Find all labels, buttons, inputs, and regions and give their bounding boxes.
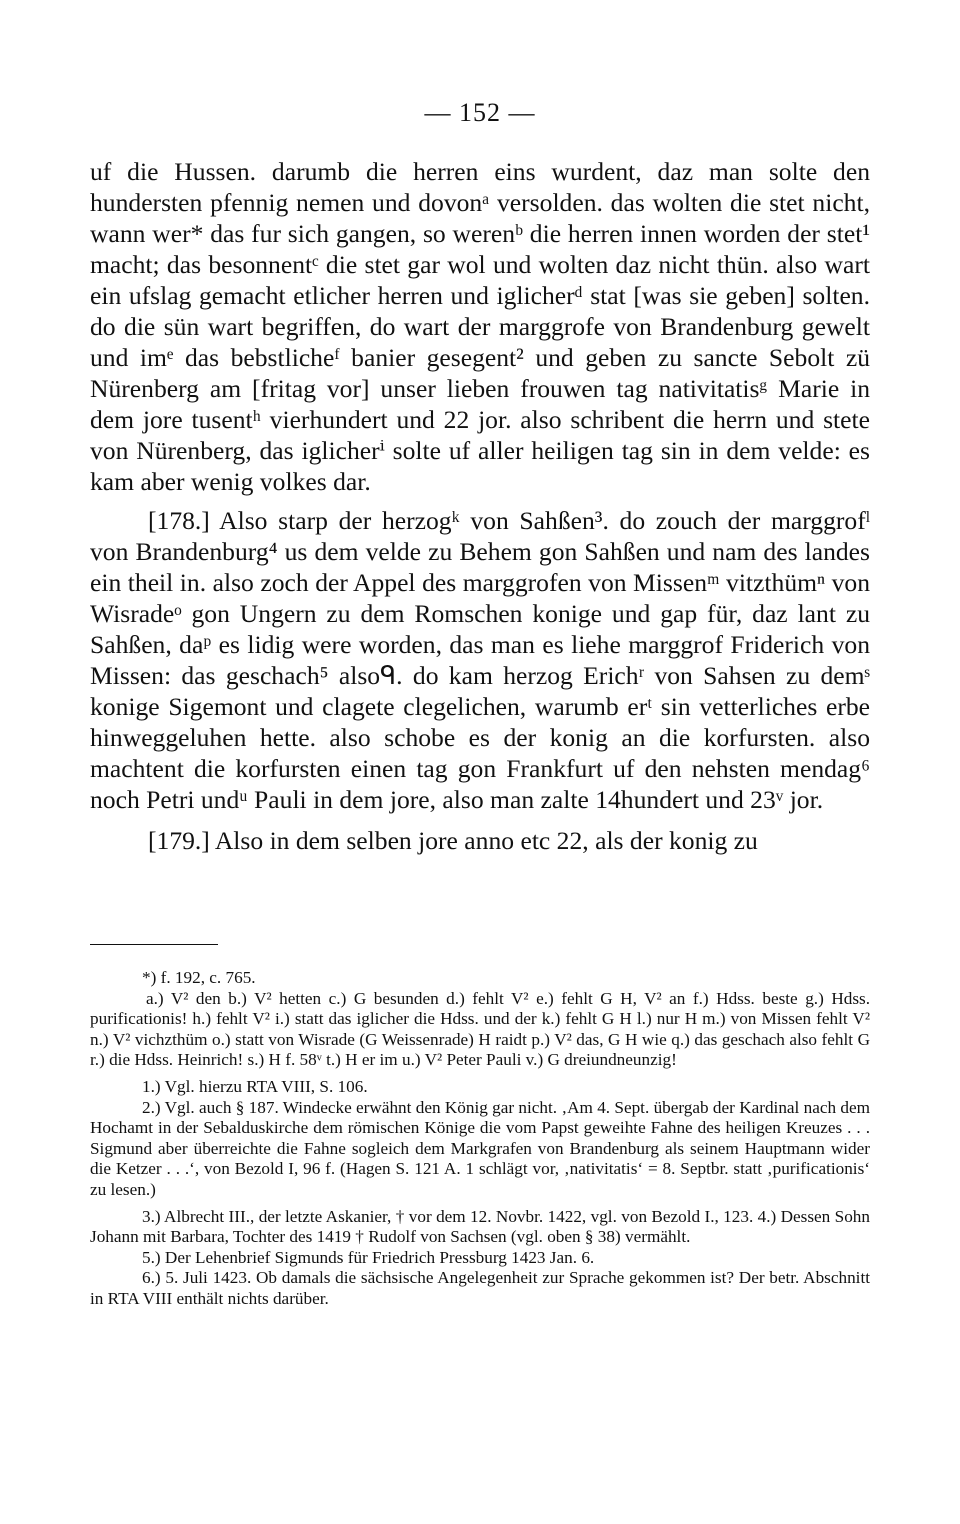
footnotes (90, 968, 870, 1310)
footnote-separator (90, 944, 218, 945)
footnote-6: 6.) 5. Juli 1423. Ob damals die sächsische Angelegenheit zur Sprache gekommen ist? Der betr. Abschnitt in RTA VIII enthält nichts darüber. (90, 1268, 870, 1308)
footnote-3-4: 3.) Albrecht III., der letzte Askanier, † vor dem 12. Novbr. 1422, vgl. von Bezold I., 123. 4.) Dessen Sohn Johann mit Barbara, Tochter des 1419 † Rudolf von Sachsen (vgl. oben § 38) vermählt. (90, 1206, 870, 1247)
page-number: — 152 — (424, 98, 536, 127)
footnote-5: 5.) Der Lehenbrief Sigmunds für Friedrich Pressburg 1423 Jan. 6. (142, 1247, 595, 1267)
body-paragraph: [178.] Also starp der herzogᵏ von Sahßen³. do zouch der marggrofˡ von Brandenburg⁴ us dem velde zu Behem gon Sahßen und nam des landes ein theil in. also zoch der Appel des marggrofen von Missenᵐ vitzthümⁿ von Wisradeᵒ gon Ungern zu dem Romschen konige und gap für, daz lant zu Sahßen, daᵖ es lidig were worden, das man es liehe marggrof Friderich von Missen: das geschach⁵ alsoᑫ. do kam herzog Erichʳ von Sahsen zu demˢ konige Sigemont und clagete clegelichen, warumb erᵗ sin vetterliches erbe hinweggeluhen hette. also schobe es der konig an die korfursten. also machtent die korfursten einen tag gon Frankfurt uf den nehsten mendag⁶ noch Petri undᵘ Pauli in dem jore, also man zalte 14hundert und 23ᵛ jor. (90, 506, 870, 814)
footnote-variants: a.) V² den b.) V² hetten c.) G besunden d.) fehlt V² e.) fehlt G H, V² an f.) Hdss. beste g.) Hdss. purificationis! h.) fehlt V² i.) statt das iglicher die Hdss. und der k.) fehlt G H l.) nur H m.) von Missen fehlt V² n.) V² vichzthüm o.) statt von Wisrade (G Weissenrade) H raidt p.) V² das, G H wie q.) das geschach also fehlt G r.) die Hdss. Heinrich! s.) H f. 58ᵛ t.) H er im u.) V² Peter Pauli v.) G dreiundneunzig! (90, 988, 870, 1070)
body-paragraph: uf die Hussen. darumb die herren eins wurdent, daz man solte den hundersten pfennig nemen und dovonᵃ versolden. das wolten die stet nicht, wann wer* das fur sich gangen, so werenᵇ die herren innen worden der stet¹ macht; das besonnentᶜ die stet gar wol und wolten daz nicht thün. also wart ein ufslag gemacht etlicher herren und iglicherᵈ stat [was sie geben] solten. do die sün wart begriffen, do wart der marggrofe von Brandenburg gewelt und imᵉ das bebstlicheᶠ banier gesegent² und geben zu sancte Sebolt zü Nürenberg am [fritag vor] unser lieben frouwen tag nativitatisᵍ Marie in dem jore tusentʰ vierhundert und 22 jor. also schribent die herrn und stete von Nürenberg, das iglicherⁱ solte uf aller heiligen tag sin in dem velde: es kam aber wenig volkes dar. (90, 157, 870, 496)
main-text (90, 156, 870, 856)
footnote-folio: *) f. 192, c. 765. (142, 968, 256, 987)
body-paragraph-continued: [179.] Also in dem selben jore anno etc 22, als der konig zu (148, 826, 758, 855)
footnote-2: 2.) Vgl. auch § 187. Windecke erwähnt den König gar nicht. ‚Am 4. Sept. übergab der Kardinal nach dem Hochamt in der Sebalduskirche dem römischen Könige die vom Papst geweihte Fahne des heiligen Kreuzes . . . Sigmund aber überreichte die Fahne sogleich dem Markgrafen von Brandenburg als seinem Hauptmann wider die Ketzer . . .‘, von Bezold I, 96 f. (Hagen S. 121 A. 1 schlägt vor, ‚nativitatis‘ = 8. Septbr. statt ‚purificationis‘ zu lesen.) (90, 1097, 870, 1199)
footnote-1: 1.) Vgl. hierzu RTA VIII, S. 106. (142, 1076, 368, 1096)
